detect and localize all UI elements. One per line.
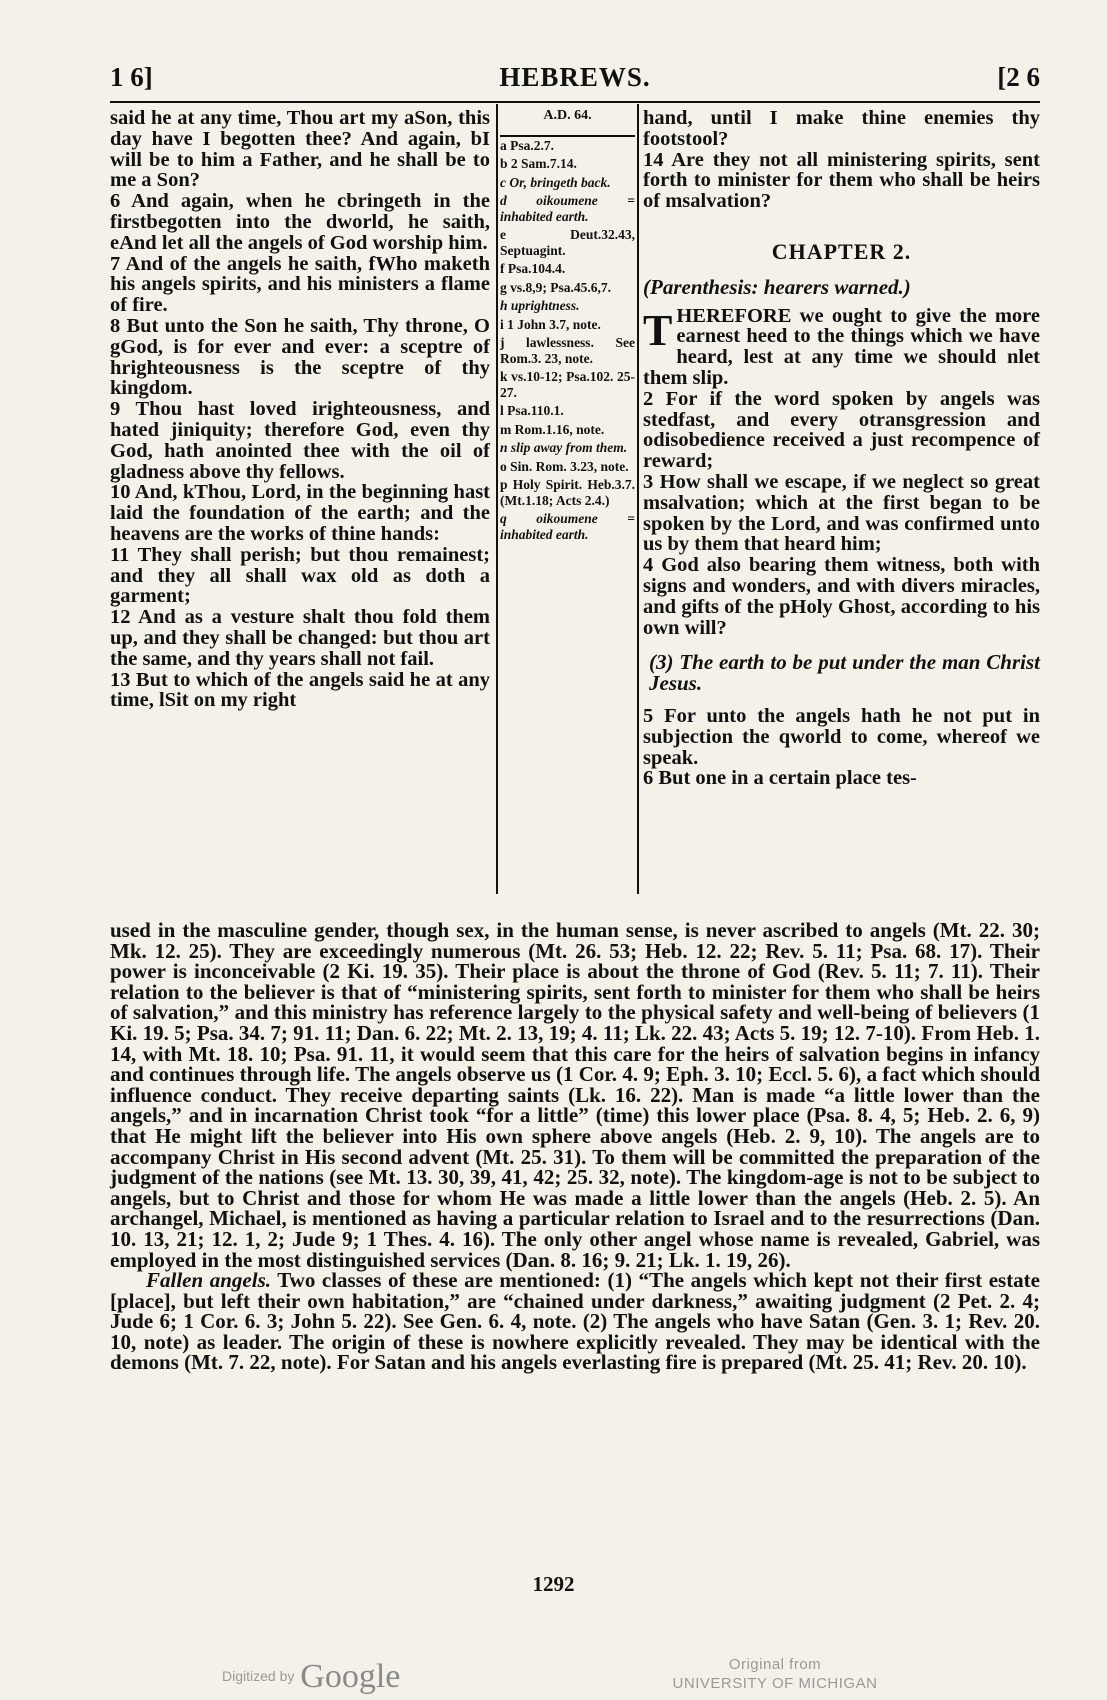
footnote-paragraph: used in the masculine gender, though sex, in the human sense, is never ascribed to angels (Mt. 22. 30; Mk. 12. 25). They are exceedingly numerous (Mt. 26. 53; Heb. 12. 22; Rev. 5. 11; Psa. 68. 17). Their power is inconceivable (2 Ki. 19. 35). Their place is about the throne of God (Rev. 5. 11; 7. 11). Their relation to the believer is that of “ministering spirits, sent forth to minister for them who shall be heirs of salvation,” and this ministry has reference largely to the physical safety and well-being of believers (1 Ki. 19. 5; Psa. 34. 7; 91. 11; Dan. 6. 22; Mt. 2. 13, 19; 4. 11; Lk. 22. 43; Acts 5. 19; 12. 7-10). From Heb. 1. 14, with Mt. 18. 10; Psa. 91. 11, it would seem that this care for the heirs of salvation begins in infancy and continues through life. The angels observe us (1 Cor. 4. 9; Eph. 3. 10; Eccl. 5. 6), a fact which should influence conduct. They receive departing saints (Lk. 16. 22). Man is made “a little lower than the angels,” and in incarnation Christ took “for a little” (time) this lower place (Psa. 8. 4, 5; Heb. 2. 6, 9) that He might lift the believer into His own sphere above angels (Heb. 2. 9, 10). The angels are to accompany Christ in His second advent (Mt. 25. 31). To them will be committed the preparation of the judgment of the nations (see Mt. 13. 30, 39, 41, 42; 25. 32, note). The kingdom-age is not to be subject to angels, but to Christ and those for whom He was made a little lower than the angels (Heb. 2. 5). An archangel, Michael, is mentioned as having a particular relation to Israel and to the resurrections (Dan. 10. 13, 21; 12. 1, 2; Jude 9; 1 Thes. 4. 16). The only other angel whose name is revealed, Gabriel, was employed in the most distinguished services (Dan. 8. 16; 9. 21; Lk. 1. 19, 26).: [110, 918, 1040, 1272]
margin-note: e Deut.32.43, Septuagint.: [500, 227, 635, 258]
verse-paragraph: 14 Are they not all ministering spirits, sent forth to minister for them who shall be heirs of msalvation?: [643, 148, 1040, 213]
margin-note: i 1 John 3.7, note.: [500, 316, 601, 332]
original-from-label: Original from: [728, 1656, 822, 1673]
margin-note: f Psa.104.4.: [500, 261, 566, 276]
verse-paragraph: 11 They shall perish; but thou remainest; and they all shall wax old as doth a garment;: [110, 543, 490, 608]
footnote-subhead: Fallen angels.: [146, 1268, 272, 1293]
margin-note: l Psa.110.1.: [500, 403, 564, 418]
verse-paragraph: 4 God also bearing them witness, both with signs and wonders, and with divers miracles, and gifts of the pHoly Ghost, according to his own will?: [643, 554, 1040, 639]
margin-note: b 2 Sam.7.14.: [500, 156, 577, 171]
original-source-watermark: [660, 1655, 890, 1693]
margin-note: h uprightness.: [500, 298, 580, 313]
verse-text: HEREFORE we ought to give the more earnest heed to the things which we have heard, lest at any time we should nlet them slip.: [643, 304, 1040, 389]
drop-cap: T: [643, 305, 673, 355]
verse-paragraph: [643, 306, 1040, 389]
column-divider-right: [637, 104, 639, 894]
verse-paragraph: 2 For if the word spoken by angels was stedfast, and every otransgression and odisobedience received a just recompence of reward;: [643, 387, 1040, 473]
section-subtitle: (Parenthesis: hearers warned.): [643, 274, 911, 299]
header-chapter-verse-right: [2 6: [997, 62, 1040, 92]
verse-paragraph: 8 But unto the Son he saith, Thy throne, O gGod, is for ever and ever: a sceptre of hrighteousness is the sceptre of thy kingdom.: [110, 314, 490, 400]
margin-date: A.D. 64.: [543, 108, 592, 123]
margin-note: n slip away from them.: [500, 440, 628, 455]
running-header: [110, 62, 1040, 98]
margin-note: p Holy Spirit. Heb.3.7. (Mt.1.18; Acts 2.4.): [500, 477, 635, 508]
verse-paragraph: 6 And again, when he cbringeth in the firstbegotten into the dworld, he saith, eAnd let all the angels of God worship him.: [110, 190, 490, 254]
google-logo: Google: [300, 1658, 401, 1695]
margin-note: o Sin. Rom. 3.23, note.: [500, 458, 629, 474]
verse-paragraph: hand, until I make thine enemies thy footstool?: [643, 107, 1040, 150]
left-text-column: [110, 108, 490, 711]
verse-paragraph: 10 And, kThou, Lord, in the beginning hast laid the foundation of the earth; and the heavens are the works of thine hands:: [110, 481, 490, 545]
page-number: 1292: [532, 1572, 575, 1596]
margin-note: c Or, bringeth back.: [500, 174, 611, 190]
margin-note: d oikoumene = inhabited earth.: [500, 193, 635, 224]
verse-paragraph: 5 For unto the angels hath he not put in subjection the qworld to come, whereof we speak.: [643, 704, 1040, 769]
margin-note: m Rom.1.16, note.: [500, 421, 605, 437]
verse-paragraph: 6 But one in a certain place tes-: [643, 767, 917, 790]
margin-note: q oikoumene = inhabited earth.: [500, 511, 635, 542]
margin-references-column: [500, 108, 635, 545]
chapter-heading: CHAPTER 2.: [771, 238, 912, 264]
verse-paragraph: 3 How shall we escape, if we neglect so great msalvation; which at the first began to be spoken by the Lord, and was confirmed unto us by them that heard him;: [643, 470, 1040, 556]
verse-paragraph: 9 Thou hast loved irighteousness, and hated jiniquity; therefore God, even thy God, hath anointed thee with the oil of gladness above thy fellows.: [110, 398, 490, 483]
margin-note: g vs.8,9; Psa.45.6,7.: [500, 279, 611, 295]
column-divider-left: [496, 104, 498, 894]
digitized-watermark: [222, 1658, 400, 1696]
header-rule: [110, 101, 1040, 103]
right-text-column: [643, 108, 1040, 789]
verse-paragraph: 13 But to which of the angels said he at any time, lSit on my right: [110, 668, 490, 712]
footnote-text: Two classes of these are mentioned: (1) “The angels which kept not their first estate [place], but left their own habitation,” are “chained under darkness,” awaiting judgment (2 Pet. 2. 4; Jude 6; 1 Cor. 6. 3; John 5. 22). See Gen. 6. 4, note. (2) The angels who have Satan (Gen. 3. 1; Rev. 20. 10, note) as leader. The origin of these is nowhere explicitly revealed. They may be identical with the demons (Mt. 7. 22, note). For Satan and his angels everlasting fire is prepared (Mt. 25. 41; Rev. 20. 10).: [110, 1268, 1040, 1375]
university-label: UNIVERSITY OF MICHIGAN: [672, 1675, 878, 1692]
margin-note: k vs.10-12; Psa.102. 25-27.: [500, 369, 635, 400]
verse-paragraph: 12 And as a vesture shalt thou fold them up, and they shall be changed: but thou art the same, and thy years shall not fail.: [110, 606, 490, 670]
footnote-paragraph: [110, 1270, 1040, 1373]
margin-note: a Psa.2.7.: [500, 137, 554, 153]
footnote-block: [110, 920, 1040, 1373]
header-book-title: HEBREWS.: [499, 62, 651, 92]
digitized-label: Digitized by: [222, 1668, 295, 1684]
verse-paragraph: said he at any time, Thou art my aSon, this day have I begotten thee? And again, bI will be to him a Father, and he shall be to me a Son?: [110, 107, 490, 192]
section-heading: (3) The earth to be put under the man Christ Jesus.: [649, 650, 1040, 696]
margin-note: j lawlessness. See Rom.3. 23, note.: [500, 335, 635, 366]
verse-paragraph: 7 And of the angels he saith, fWho maketh his angels spirits, and his ministers a flame of fire.: [110, 252, 490, 317]
header-chapter-verse-left: 1 6]: [110, 62, 153, 92]
